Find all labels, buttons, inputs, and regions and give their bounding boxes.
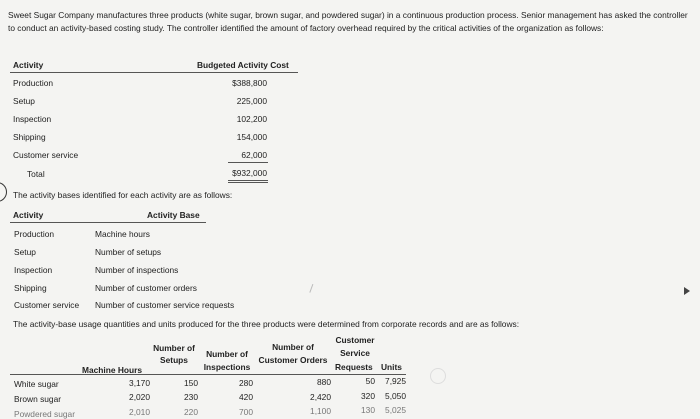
budget-total-value: $932,000 <box>232 168 267 178</box>
bases-row-base: Number of setups <box>95 247 162 257</box>
bracket-mark <box>0 182 7 202</box>
bases-row-name: Shipping <box>14 283 47 293</box>
bases-row-name: Setup <box>14 247 36 257</box>
bases-row-name: Inspection <box>14 265 53 275</box>
usage-orders: 2,420 <box>310 392 331 402</box>
usage-h-orders-2: Customer Orders <box>258 355 328 365</box>
pen-mark <box>305 282 314 293</box>
usage-h-setups-2: Setups <box>160 355 188 365</box>
usage-h-units: Units <box>381 362 402 372</box>
usage-h-cs-2: Service <box>340 348 370 358</box>
usage-h-machine: Machine Hours <box>82 365 143 375</box>
budget-total-label: Total <box>27 169 45 179</box>
usage-intro: The activity-base usage quantities and units produced for the three products were determined from corporate records and are as follows: <box>13 319 520 329</box>
usage-requests: 320 <box>361 391 375 401</box>
budget-row-name: Setup <box>13 96 35 106</box>
faint-circle-mark <box>430 368 446 384</box>
bases-col-base: Activity Base <box>147 210 200 220</box>
bases-row-base: Number of customer orders <box>95 283 197 293</box>
usage-units: 7,925 <box>385 376 406 386</box>
usage-h-setups-1: Number of <box>153 343 195 353</box>
budget-row-name: Shipping <box>13 132 46 142</box>
budget-col-cost: Budgeted Activity Cost <box>197 60 289 70</box>
intro-paragraph: Sweet Sugar Company manufactures three products (white sugar, brown sugar, and powdered sugar) in a continuous production process. Senior management has asked the controller to conduct an activity-based costing study. The controller identified the amount of factory overhead required by the critical activities of the organization as follows: <box>8 10 688 33</box>
usage-setups: 220 <box>184 407 198 417</box>
budget-row-name: Production <box>13 78 54 88</box>
usage-row-name: Brown sugar <box>14 394 62 404</box>
usage-inspections: 420 <box>239 392 253 402</box>
budget-row-cost: 102,200 <box>236 114 267 124</box>
usage-h-insp-1: Number of <box>206 349 248 359</box>
budget-row-cost: $388,800 <box>232 78 267 88</box>
usage-setups: 150 <box>184 378 198 388</box>
bases-col-activity: Activity <box>13 210 44 220</box>
usage-machine: 2,020 <box>129 392 150 402</box>
usage-units: 5,050 <box>385 391 406 401</box>
bases-row-name: Customer service <box>14 300 80 310</box>
usage-inspections: 280 <box>239 378 253 388</box>
bases-row-base: Number of customer service requests <box>95 300 235 310</box>
budget-row-cost: 62,000 <box>241 150 267 160</box>
bases-row-base: Machine hours <box>95 229 150 239</box>
usage-requests: 130 <box>361 405 375 415</box>
usage-inspections: 700 <box>239 407 253 417</box>
mouse-pointer-icon <box>684 287 690 295</box>
bases-row-base: Number of inspections <box>95 265 179 275</box>
bases-row-name: Production <box>14 229 55 239</box>
usage-h-insp-2: Inspections <box>203 362 251 372</box>
budget-row-name: Customer service <box>13 150 79 160</box>
usage-orders: 880 <box>317 377 331 387</box>
usage-orders: 1,100 <box>310 406 331 416</box>
budget-col-activity: Activity <box>13 60 44 70</box>
usage-h-orders-1: Number of <box>272 342 314 352</box>
usage-h-cs-3: Requests <box>335 362 373 372</box>
usage-row-name: White sugar <box>14 379 59 389</box>
budget-row-cost: 225,000 <box>236 96 267 106</box>
usage-machine: 3,170 <box>129 378 150 388</box>
budget-row-name: Inspection <box>13 114 52 124</box>
usage-requests: 50 <box>365 376 375 386</box>
usage-units: 5,025 <box>385 405 406 415</box>
usage-setups: 230 <box>184 392 198 402</box>
bases-intro: The activity bases identified for each activity are as follows: <box>13 190 233 200</box>
usage-machine: 2,010 <box>129 407 150 417</box>
budget-row-cost: 154,000 <box>236 132 267 142</box>
usage-h-cs-1: Customer <box>335 335 375 345</box>
usage-row-name: Powdered sugar <box>14 409 75 419</box>
